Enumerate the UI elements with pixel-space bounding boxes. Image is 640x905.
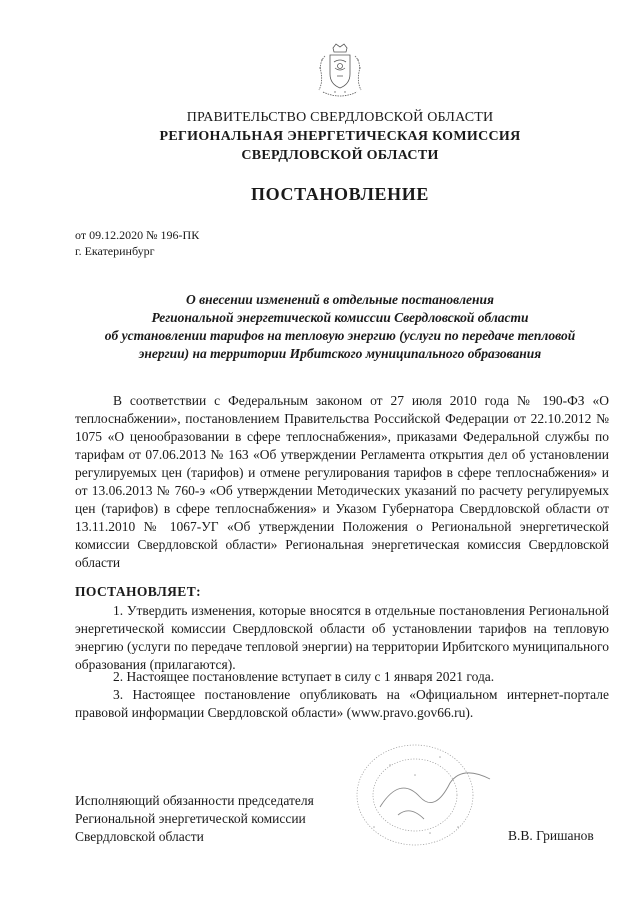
official-stamp-icon	[340, 735, 520, 855]
preamble-paragraph: В соответствии с Федеральным законом от 27 июля 2010 года № 190-ФЗ «О теплоснабжении», постановлением Правительства Российской Федерации от 22.10.2012 № 1075 «О ценообразовании в сфере теплоснабжения», приказами Федеральной службы по тарифам от 07.06.2013 № 163 «Об утверждении Регламента открытия дел об установлении регулируемых цен (тарифов) и отмене регулирования тарифов в сфере теплоснабжения» и от 13.06.2013 № 760-э «Об утверждении Методических указаний по расчету регулируемых цен (тарифов) в сфере теплоснабжения» и Указом Губернатора Свердловской области от 13.11.2010 № 1067-УГ «Об утверждении Положения о Региональной энергетической комиссии Свердловской области» Региональная энергетическая комиссия Свердловской области	[75, 393, 609, 570]
signatory-title-line2: Региональной энергетической комиссии	[75, 811, 306, 826]
signatory-title-line3: Свердловской области	[75, 829, 204, 844]
resolution-item-2: 2. Настоящее постановление вступает в силу с 1 января 2021 года.	[113, 669, 495, 684]
resolve-heading: ПОСТАНОВЛЯЕТ:	[75, 584, 202, 599]
resolution-item-3: 3. Настоящее постановление опубликовать на «Официальном интернет-портале правовой информации Свердловской области» (www.pravo.gov66.ru).	[75, 687, 609, 720]
signatory-name: В.В. Гришанов	[508, 828, 594, 843]
commission-name-line2: СВЕРДЛОВСКОЙ ОБЛАСТИ	[241, 148, 439, 163]
subject-line: энергии) на территории Ирбитского муниципального образования	[138, 346, 542, 361]
government-name: ПРАВИТЕЛЬСТВО СВЕРДЛОВСКОЙ ОБЛАСТИ	[186, 110, 494, 125]
signatory-title-line1: Исполняющий обязанности председателя	[75, 793, 314, 808]
subject-line: О внесении изменений в отдельные постановления	[185, 292, 495, 307]
subject-line: Региональной энергетической комиссии Свердловской области	[151, 310, 529, 325]
subject-line: об установлении тарифов на тепловую энергию (услуги по передаче тепловой	[104, 328, 576, 343]
resolution-item-1: 1. Утвердить изменения, которые вносятся в отдельные постановления Региональной энергетической комиссии Свердловской области об установлении тарифов на тепловую энергию (услуги по передаче тепловой энергии) на территории Ирбитского муниципального образования (прилагаются).	[75, 603, 609, 672]
document-city: г. Екатеринбург	[75, 244, 155, 258]
document-type-title: ПОСТАНОВЛЕНИЕ	[251, 184, 429, 204]
coat-of-arms-icon	[313, 42, 367, 102]
commission-name-line1: РЕГИОНАЛЬНАЯ ЭНЕРГЕТИЧЕСКАЯ КОМИССИЯ	[159, 129, 521, 144]
document-date-number: от 09.12.2020 № 196-ПК	[75, 228, 200, 242]
document-subject	[62, 291, 618, 363]
